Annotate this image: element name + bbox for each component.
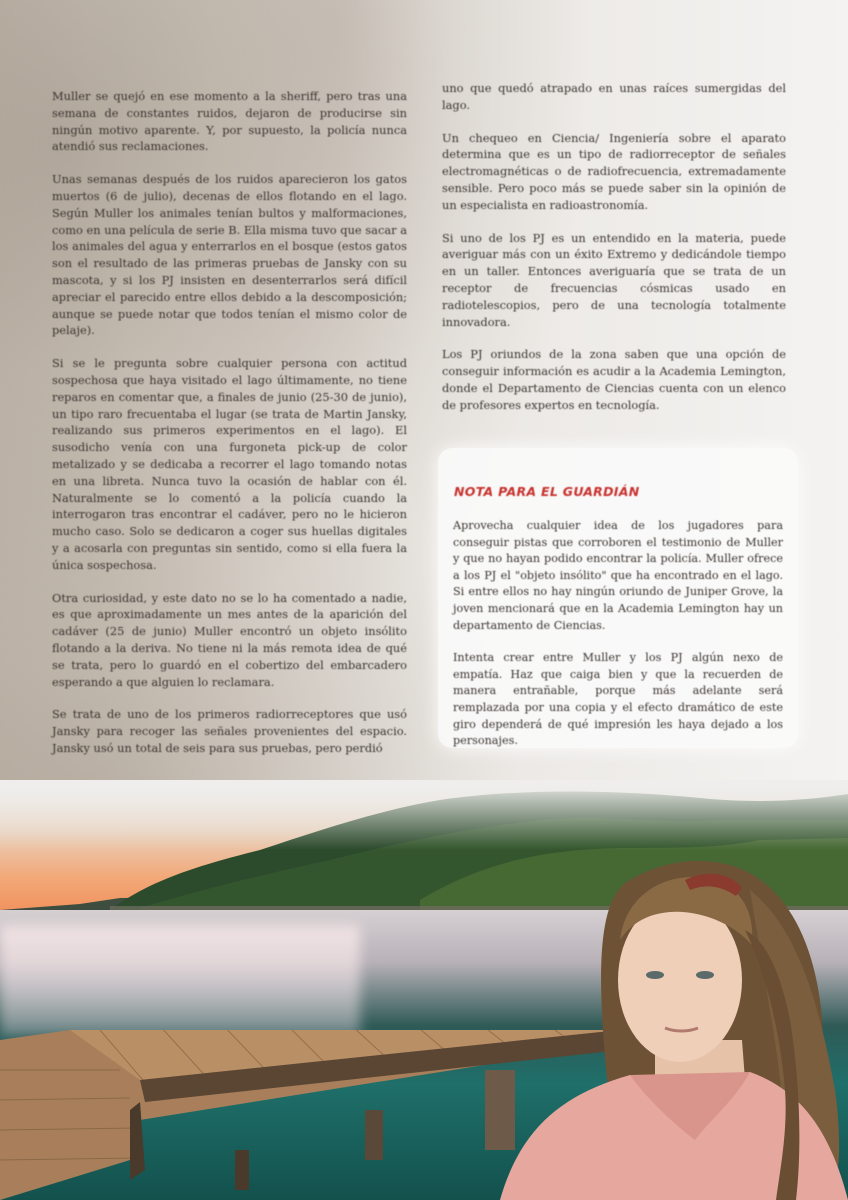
right-paragraph-4: Los PJ oriundos de la zona saben que una opción de conseguir información es acudir a la Academia Lemington, donde el Departamento de Ciencias cuenta con un elenco de profesores expertos en tecnología. — [442, 347, 786, 412]
page-fade — [0, 780, 848, 850]
note-title: NOTA PARA EL GUARDIÁN — [454, 484, 640, 499]
right-text-column — [442, 80, 786, 430]
left-text-column — [52, 88, 407, 773]
right-paragraph-1: uno que quedó atrapado en unas raíces sumergidas del lago. — [442, 81, 786, 112]
woman-portrait-graphic — [480, 810, 848, 1200]
left-paragraph-5: Se trata de uno de los primeros radiorreceptores que usó Jansky para recoger las señales provenientes del espacio. Jansky usó un total de seis para sus pruebas, pero perdió — [52, 707, 407, 755]
note-body — [453, 518, 783, 766]
left-paragraph-1: Muller se quejó en ese momento a la sheriff, pero tras una semana de constantes ruidos, dejaron de producirse sin ningún motivo aparente. Y, por supuesto, la policía nunca atendió sus reclamaciones. — [52, 89, 407, 154]
left-paragraph-2: Unas semanas después de los ruidos aparecieron los gatos muertos (6 de julio), decenas de ellos flotando en el lago. Según Muller los animales tenían bultos y malformaciones, como en una película de serie B. Ella misma tuvo que sacar a los animales del agua y enterrarlos en el bosque (estos gatos son el resultado de las primeras pruebas de Jansky con su mascota, y si los PJ insisten en desenterrarlos será difícil apreciar el parecido entre ellos debido a la descomposición; aunque se puede notar que todos tenían el mismo color de pelaje). — [52, 172, 407, 338]
left-paragraph-3: Si se le pregunta sobre cualquier persona con actitud sospechosa que haya visitado el lago últimamente, no tiene reparos en comentar que, a finales de junio (25-30 de junio), un tipo raro frecuentaba el lugar (se trata de Martin Jansky, realizando sus primeros experimentos en el lago). El susodicho venía con una furgoneta pick-up de color metalizado y se dedicaba a recorrer el lago tomando notas en una libreta. Nunca tuvo la ocasión de hablar con él. Naturalmente se lo comentó a la policía cuando la interrogaron tras encontrar el cadáver, pero no le hicieron mucho caso. Solo se dedicaron a coger sus huellas digitales y a acosarla con preguntas sin sentido, como si ella fuera la única sospechosa. — [52, 356, 407, 572]
right-paragraph-2: Un chequeo en Ciencia/ Ingeniería sobre el aparato determina que es un tipo de radiorreceptor de señales electromagnéticas o de radiofrecuencia, extremadamente sensible. Pero poco más se puede saber sin la opinión de un especialista en radioastronomía. — [442, 130, 786, 212]
lake-dock-illustration — [0, 780, 848, 1200]
water-reflection — [0, 925, 360, 1035]
keeper-note-box — [438, 448, 798, 748]
note-paragraph-1: Aprovecha cualquier idea de los jugadores para conseguir pistas que corroboren el testimonio de Muller y que no hayan podido encontrar la policía. Muller ofrece a los PJ el "objeto insólito" que ha encontrado en el lago. Si entre ellos no hay ningún oriundo de Juniper Grove, la joven mencionará que en la Academia Lemington hay un departamento de Ciencias. — [453, 519, 783, 632]
note-paragraph-2: Intenta crear entre Muller y los PJ algún nexo de empatía. Haz que caiga bien y que la recuerden de manera entrañable, porque más adelante será remplazada por una copia y el efecto dramático de este giro dependerá de qué impresión les haya dejado a los personajes. — [453, 651, 783, 748]
right-paragraph-3: Si uno de los PJ es un entendido en la materia, puede averiguar más con un éxito Extremo y dedicándole tiempo en un taller. Entonces averiguaría que se trata de un receptor de frecuencias cósmicas usado en radiotelescopios, pero de una tecnología totalmente innovadora. — [442, 230, 786, 329]
left-paragraph-4: Otra curiosidad, y este dato no se lo ha comentado a nadie, es que aproximadamente un mes antes de la aparición del cadáver (25 de junio) Muller encontró un objeto insólito flotando a la deriva. No tiene ni la más remota idea de qué se trata, pero lo guardó en el cobertizo del embarcadero esperando a que alguien lo reclamara. — [52, 590, 407, 689]
